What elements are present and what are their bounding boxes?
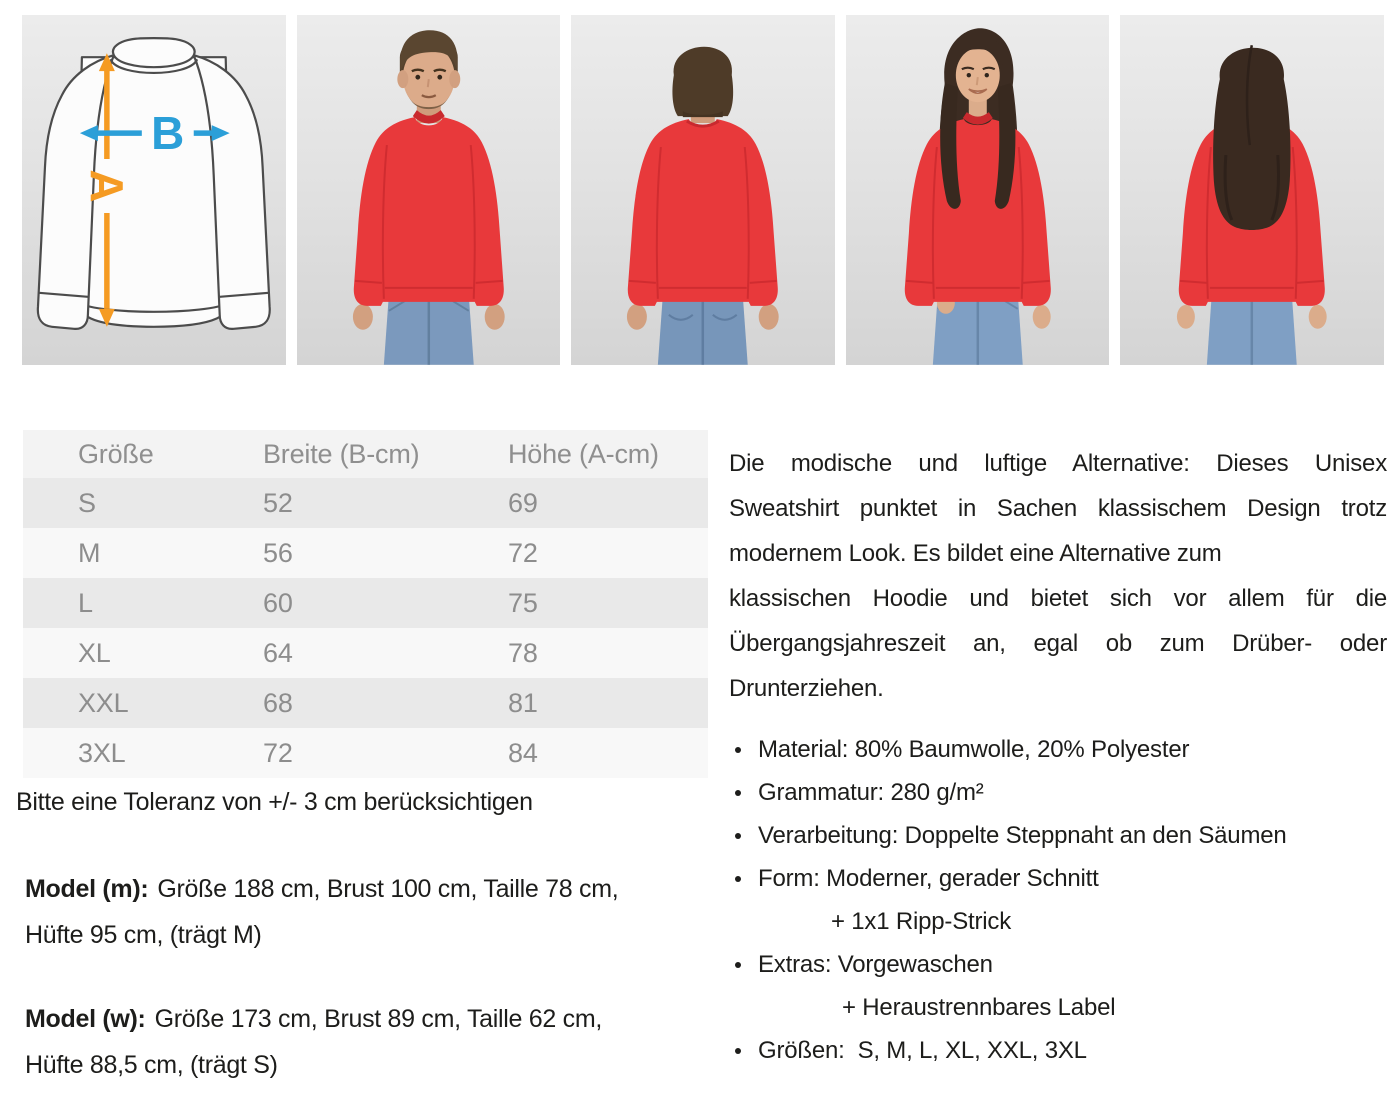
bullet-icon — [735, 876, 741, 882]
width-cell: 60 — [208, 578, 453, 628]
width-arrow-label: B — [151, 107, 185, 160]
feature-text: Grammatur: 280 g/m² — [758, 779, 984, 806]
height-arrow-label: A — [80, 169, 133, 203]
width-cell: 68 — [208, 678, 453, 728]
table-row — [23, 728, 708, 778]
tolerance-note: Bitte eine Toleranz von +/- 3 cm berücksichtigen — [16, 788, 533, 816]
size-cell: M — [23, 528, 208, 578]
table-row — [23, 678, 708, 728]
male-front-photo — [297, 15, 561, 365]
table-row — [23, 478, 708, 528]
model-m-line2: Hüfte 95 cm, (trägt M) — [25, 921, 262, 949]
model-m-line1: Größe 188 cm, Brust 100 cm, Taille 78 cm, — [157, 875, 619, 903]
description-line: klassischen Hoodie und bietet sich vor allem für die — [729, 585, 1387, 612]
feature-text: Extras: Vorgewaschen — [758, 951, 993, 978]
width-cell: 72 — [208, 728, 453, 778]
size-table-header-row — [23, 430, 708, 478]
description-line: Sweatshirt punktet in Sachen klassischem Design trotz — [729, 495, 1387, 522]
size-table — [23, 430, 708, 778]
gallery-panel-size-diagram[interactable] — [22, 15, 286, 365]
female-front-photo — [846, 15, 1110, 365]
feature-item-extras — [729, 943, 1387, 1029]
feature-item-grammatur — [729, 771, 1387, 814]
model-m-label: Model (m): — [25, 875, 149, 903]
description-line: modernem Look. Es bildet eine Alternative zum — [729, 540, 1222, 567]
model-m-measurements — [25, 866, 725, 958]
height-cell: 84 — [453, 728, 708, 778]
gallery-panel-female-back[interactable] — [1120, 15, 1384, 365]
feature-text: Größen: S, M, L, XL, XXL, 3XL — [758, 1037, 1087, 1064]
gallery-panel-male-back[interactable] — [571, 15, 835, 365]
bullet-icon — [735, 1048, 741, 1054]
model-w-line1: Größe 173 cm, Brust 89 cm, Taille 62 cm, — [154, 1005, 603, 1033]
feature-item-form — [729, 857, 1387, 943]
feature-list — [729, 728, 1387, 1072]
feature-text: Verarbeitung: Doppelte Steppnaht an den Säumen — [758, 822, 1287, 849]
sweatshirt-outline — [38, 38, 270, 329]
bullet-icon — [735, 962, 741, 968]
model-w-measurements — [25, 996, 725, 1088]
bullet-icon — [735, 833, 741, 839]
feature-item-groessen — [729, 1029, 1387, 1072]
height-cell: 69 — [453, 478, 708, 528]
gallery-panel-female-front[interactable] — [846, 15, 1110, 365]
product-description-column — [729, 441, 1387, 1072]
width-cell: 64 — [208, 628, 453, 678]
model-w-line2: Hüfte 88,5 cm, (trägt S) — [25, 1051, 278, 1079]
height-cell: 75 — [453, 578, 708, 628]
feature-subtext: + Heraustrennbares Label — [842, 994, 1116, 1021]
table-row — [23, 628, 708, 678]
bullet-icon — [735, 790, 741, 796]
size-diagram-graphic — [22, 15, 286, 365]
size-cell: S — [23, 478, 208, 528]
col-header-groesse: Größe — [23, 430, 208, 478]
width-cell: 56 — [208, 528, 453, 578]
description-line: Die modische und luftige Alternative: Dieses Unisex — [729, 450, 1387, 477]
height-cell: 81 — [453, 678, 708, 728]
col-header-breite: Breite (B-cm) — [208, 430, 453, 478]
width-cell: 52 — [208, 478, 453, 528]
size-cell: L — [23, 578, 208, 628]
bullet-icon — [735, 747, 741, 753]
product-image-gallery — [22, 15, 1384, 365]
size-cell: XXL — [23, 678, 208, 728]
col-header-hoehe: Höhe (A-cm) — [453, 430, 708, 478]
feature-text: Form: Moderner, gerader Schnitt — [758, 865, 1099, 892]
female-back-photo — [1120, 15, 1384, 365]
table-row — [23, 578, 708, 628]
description-line: Drunterziehen. — [729, 675, 884, 702]
height-cell: 78 — [453, 628, 708, 678]
feature-item-verarbeitung — [729, 814, 1387, 857]
table-row — [23, 528, 708, 578]
feature-item-material — [729, 728, 1387, 771]
feature-text: Material: 80% Baumwolle, 20% Polyester — [758, 736, 1190, 763]
male-back-photo — [571, 15, 835, 365]
description-line: Übergangsjahreszeit an, egal ob zum Drüber- oder — [729, 630, 1387, 657]
feature-subtext: + 1x1 Ripp-Strick — [831, 908, 1011, 935]
gallery-panel-male-front[interactable] — [297, 15, 561, 365]
model-w-label: Model (w): — [25, 1005, 146, 1033]
size-cell: 3XL — [23, 728, 208, 778]
height-cell: 72 — [453, 528, 708, 578]
size-cell: XL — [23, 628, 208, 678]
description-paragraph — [729, 441, 1387, 711]
